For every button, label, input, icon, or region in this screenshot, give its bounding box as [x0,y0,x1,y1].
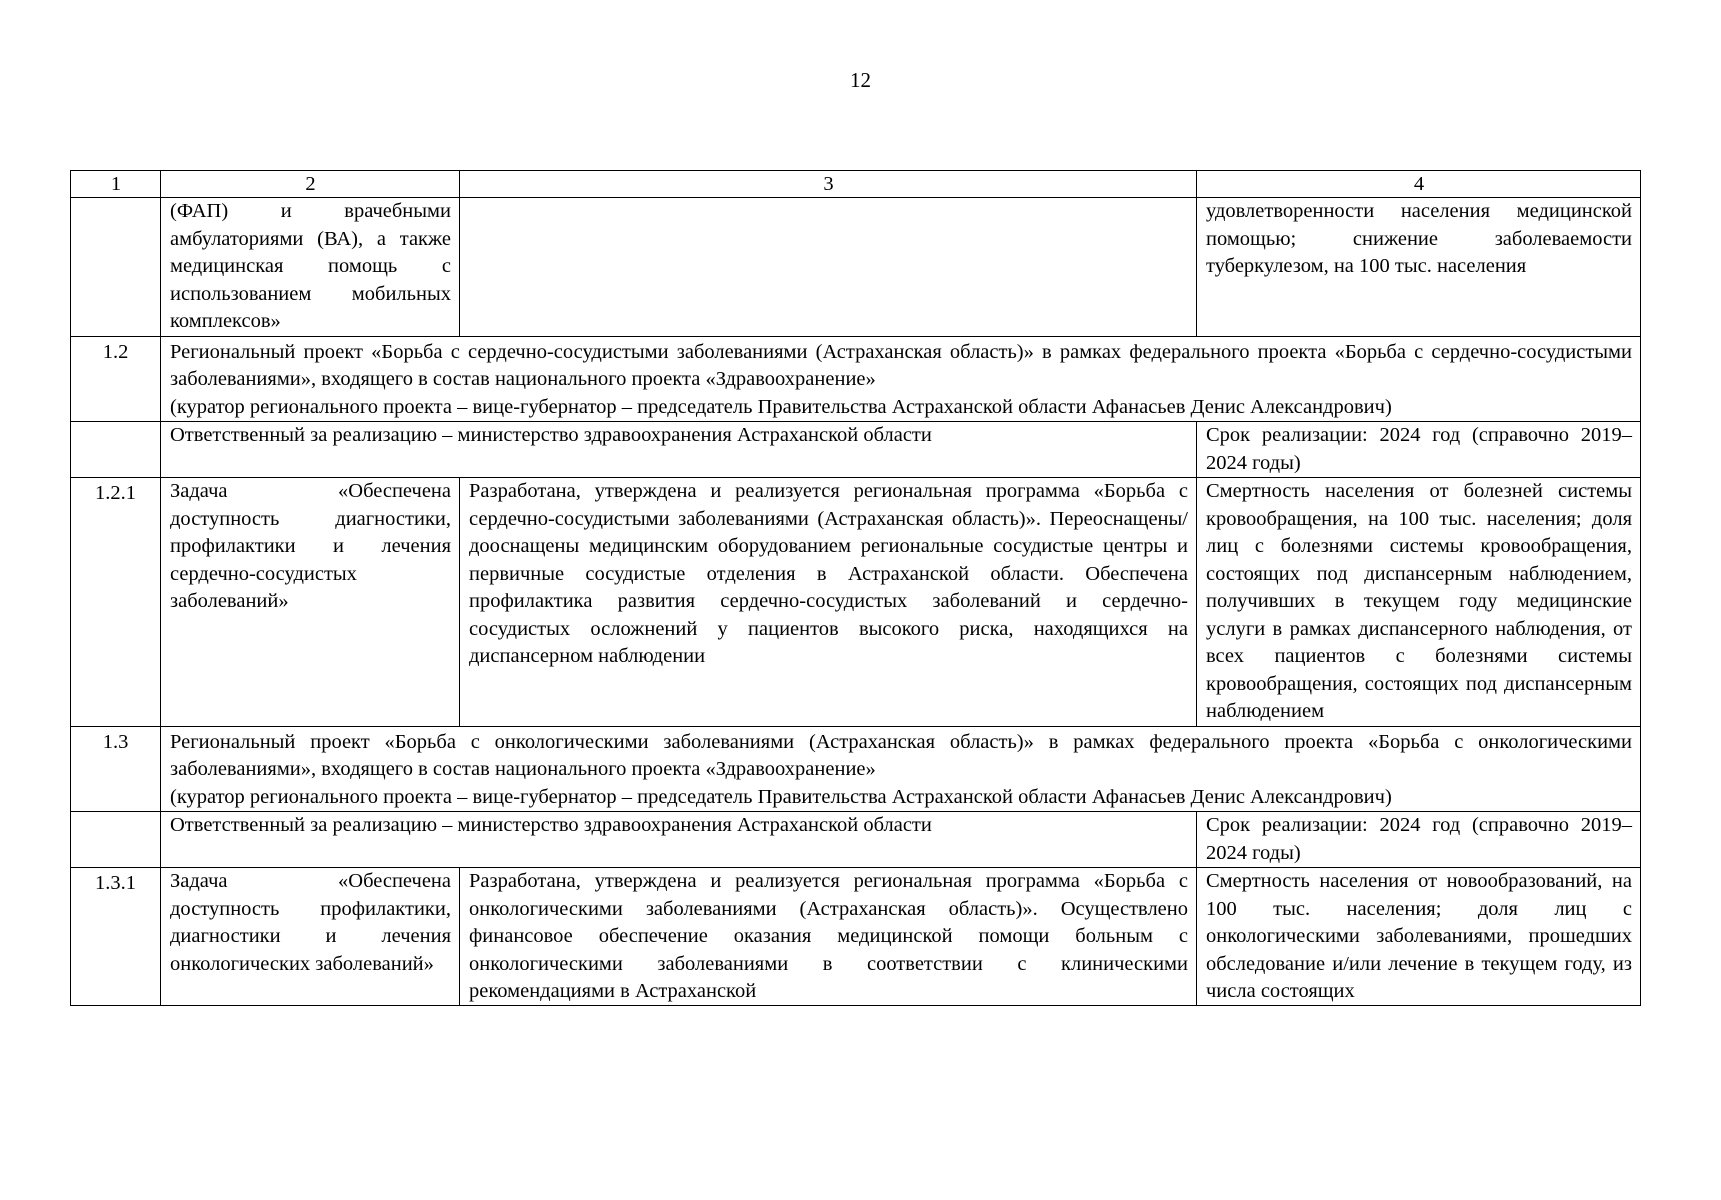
responsible-row [71,812,1641,868]
project-row [71,726,1641,812]
column-number: 2 [161,171,460,198]
column-number: 3 [460,171,1197,198]
page-number: 12 [850,68,871,92]
project-row [71,336,1641,422]
continuation-row [71,198,1641,337]
project-description [161,336,1641,422]
task-name-cell: (ФАП) и врачебными амбулаториями (ВА), а также медицинская помощь с использованием мобильных комплексов» [161,198,460,337]
project-description [161,726,1641,812]
indicator-cell [1197,868,1641,1006]
row-number-cell [71,812,161,868]
task-number: 1.3.1 [71,868,161,1006]
indicator-cell: Смертность населения от болезней системы кровообращения, на 100 тыс. населения; доля лиц с болезнями системы кровообращения, состоящих под диспансерным наблюдением, получивших в текущем году медицинские услуги в рамках диспансерного наблюдения, от всех пациентов с болезнями системы кровообращения, состоящих под диспансерным наблюдением [1197,478,1641,727]
column-number: 4 [1197,171,1641,198]
implementation-term: Срок реализации: 2024 год (справочно 2019–2024 годы) [1197,812,1641,868]
project-title: Региональный проект «Борьба с онкологическими заболеваниями (Астраханская область)» в рамках федерального проекта «Борьба с онкологическими заболеваниями», входящего в состав национального проекта «Здравоохранение» [170,730,1632,780]
project-curator: (куратор регионального проекта – вице-губернатор – председатель Правительства Астраханской области Афанасьев Денис Александрович) [170,785,1392,808]
column-number-row [71,171,1641,198]
project-title: Региональный проект «Борьба с сердечно-сосудистыми заболеваниями (Астраханская область)» в рамках федерального проекта «Борьба с сердечно-сосудистыми заболеваниями», входящего в состав национального проекта «Здравоохранение» [170,340,1632,390]
indicator-text: Смертность населения от новообразований, на 100 тыс. населения; доля лиц с онкологическими заболеваниями, прошедших обследование и/или лечение в текущем году, из числа состоящих [1206,870,1632,1002]
result-cell: Разработана, утверждена и реализуется региональная программа «Борьба с сердечно-сосудистыми заболеваниями (Астраханская область)». Переоснащены/дооснащены медицинским оборудованием региональные сосудистые центры и первичные сосудистые отделения в Астраханской области. Обеспечена профилактика развития сердечно-сосудистых заболеваний и сердечно-сосудистых осложнений у пациентов высокого риска, находящихся на диспансерном наблюдении [460,478,1197,727]
responsible-executor: Ответственный за реализацию – министерство здравоохранения Астраханской области [161,812,1197,868]
task-name-text: Задача «Обеспечена доступность профилактики, диагностики и лечения онкологических заболеваний» [170,870,451,975]
result-cell [460,198,1197,337]
row-number-cell [71,422,161,478]
program-table [70,170,1641,1006]
result-text: Разработана, утверждена и реализуется региональная программа «Борьба с онкологическими заболеваниями (Астраханская область)». Осуществлено финансовое обеспечение оказания медицинской помощи больным с онкологическими заболеваниями в соответствии с клиническими рекомендациями в Астраханской [469,870,1188,1002]
indicator-cell: удовлетворенности населения медицинской помощью; снижение заболеваемости туберкулезом, на 100 тыс. населения [1197,198,1641,337]
project-number: 1.2 [71,336,161,422]
task-name-cell [161,868,460,1006]
result-cell [460,868,1197,1006]
task-row [71,478,1641,727]
project-curator: (куратор регионального проекта – вице-губернатор – председатель Правительства Астраханской области Афанасьев Денис Александрович) [170,395,1392,418]
implementation-term: Срок реализации: 2024 год (справочно 2019–2024 годы) [1197,422,1641,478]
task-row [71,868,1641,1006]
task-number: 1.2.1 [71,478,161,727]
row-number-cell [71,198,161,337]
column-number: 1 [71,171,161,198]
project-number: 1.3 [71,726,161,812]
responsible-executor: Ответственный за реализацию – министерство здравоохранения Астраханской области [161,422,1197,478]
responsible-row [71,422,1641,478]
task-name-cell: Задача «Обеспечена доступность диагностики, профилактики и лечения сердечно-сосудистых заболеваний» [161,478,460,727]
